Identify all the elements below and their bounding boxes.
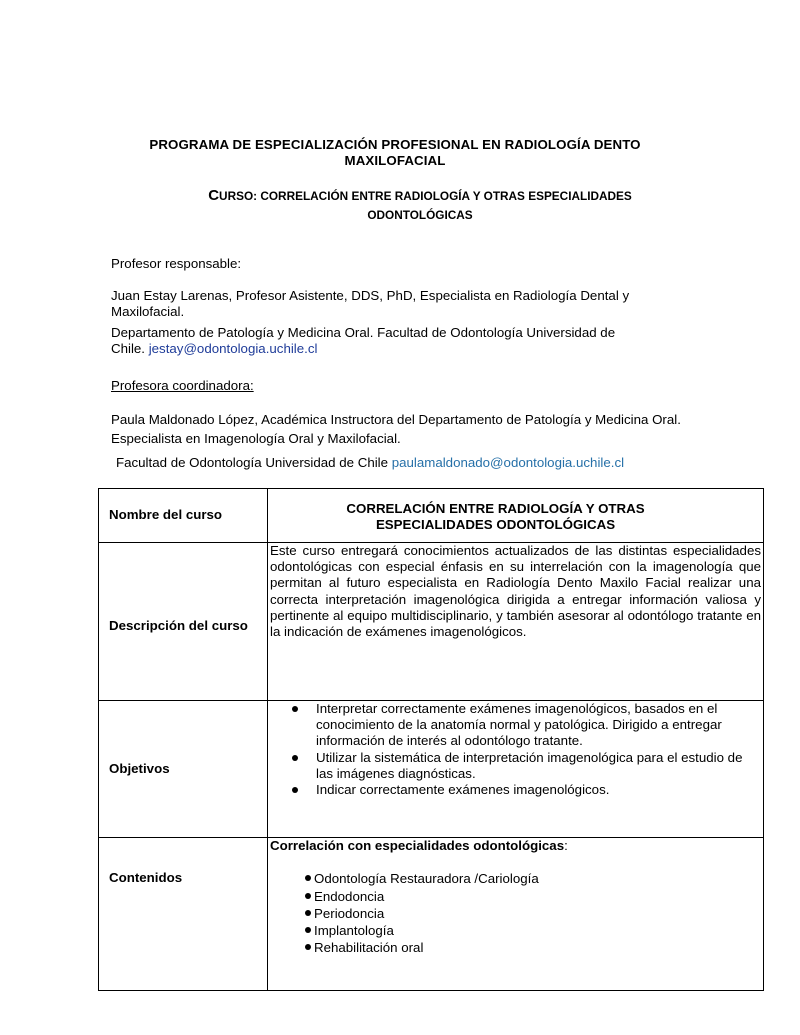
descripcion-label: Descripción del curso <box>99 543 268 701</box>
descripcion-text: Este curso entregará conocimientos actualizados de las distintas especialidades odontológicas con especial énfasis en su interrelación con la imagenología que permitan al futuro especialista en Radiología Dento Maxilo Facial realizar una correcta interpretación imagenológica dirigida a entregar información valiosa y pertinente al equipo multidisciplinario, y también asesorar al odontólogo tratante en la indicación de exámenes imagenológicos. <box>270 543 761 640</box>
contenidos-value <box>268 838 764 991</box>
contenido-item: Rehabilitación oral <box>305 939 761 956</box>
objetivos-list <box>270 701 761 798</box>
bullet-icon <box>305 944 311 950</box>
profesora-coordinadora-name: Paula Maldonado López, Académica Instructora del Departamento de Patología y Medicina Oral. Especialista en Imagenología Oral y Maxilofacial. <box>111 412 681 446</box>
table-row-objetivos <box>99 701 764 838</box>
profesora-coordinadora-label: Profesora coordinadora: <box>111 378 254 393</box>
bullet-icon <box>292 706 298 712</box>
contenido-item: Odontología Restauradora /Cariología <box>305 870 761 887</box>
course-prefix-rest: URSO <box>219 189 254 203</box>
table-row-descripcion <box>99 543 764 701</box>
contenidos-label: Contenidos <box>99 838 268 991</box>
objetivo-item: Interpretar correctamente exámenes imagenológicos, basados en el conocimiento de la anatomía normal y patológica. Dirigido a entregar información de interés al odontólogo tratante. <box>316 701 761 750</box>
course-title <box>160 186 680 225</box>
profesor-dept-text: Departamento de Patología y Medicina Oral. Facultad de Odontología Universidad de Chile. <box>111 325 616 356</box>
profesor-responsable-name: Juan Estay Larenas, Profesor Asistente, DDS, PhD, Especialista en Radiología Dental y Maxilofacial. <box>111 288 630 319</box>
course-prefix-colon: : <box>253 189 258 203</box>
bullet-icon <box>292 755 298 761</box>
nombre-value-line1: CORRELACIÓN ENTRE RADIOLOGÍA Y OTRAS <box>346 500 645 516</box>
profesor-responsable-dept <box>111 325 641 357</box>
bullet-icon <box>305 875 311 881</box>
objetivos-value <box>268 701 764 838</box>
contenido-item: Periodoncia <box>305 905 761 922</box>
program-title-line2: MAXILOFACIAL <box>344 153 446 168</box>
profesora-faculty-text: Facultad de Odontología Universidad de Chile <box>116 455 389 470</box>
nombre-value-line2: ESPECIALIDADES ODONTOLÓGICAS <box>375 516 616 532</box>
contenido-item: Implantología <box>305 922 761 939</box>
program-title-line1: PROGRAMA DE ESPECIALIZACIÓN PROFESIONAL EN RADIOLOGÍA DENTO <box>149 137 641 152</box>
contenidos-heading: Correlación con especialidades odontológicas: <box>270 838 568 853</box>
nombre-label: Nombre del curso <box>99 489 268 543</box>
objetivo-item: Indicar correctamente exámenes imagenológicos. <box>316 782 761 798</box>
bullet-icon <box>305 910 311 916</box>
bullet-icon <box>292 787 298 793</box>
program-title <box>130 137 660 169</box>
nombre-value <box>268 489 764 543</box>
contenidos-list <box>270 870 761 956</box>
descripcion-value <box>268 543 764 701</box>
course-title-text-1: CORRELACIÓN ENTRE RADIOLOGÍA Y OTRAS ESPECIALIDADES <box>257 189 632 203</box>
bullet-icon <box>305 893 311 899</box>
objetivos-label: Objetivos <box>99 701 268 838</box>
contenido-item: Endodoncia <box>305 888 761 905</box>
course-title-line2: ODONTOLÓGICAS <box>367 208 473 222</box>
course-info-table <box>98 488 764 991</box>
table-row-contenidos <box>99 838 764 991</box>
objetivo-item: Utilizar la sistemática de interpretación imagenológica para el estudio de las imágenes diagnósticas. <box>316 750 761 782</box>
course-prefix-initial: C <box>208 187 220 204</box>
profesora-email-link[interactable]: paulamaldonado@odontologia.uchile.cl <box>391 455 625 470</box>
course-title-line1 <box>160 186 680 206</box>
profesor-email-link[interactable]: jestay@odontologia.uchile.cl <box>148 341 318 356</box>
table-row-nombre <box>99 489 764 543</box>
bullet-icon <box>305 927 311 933</box>
profesor-responsable-label: Profesor responsable: <box>111 256 242 271</box>
profesora-coordinadora-faculty <box>116 455 736 471</box>
